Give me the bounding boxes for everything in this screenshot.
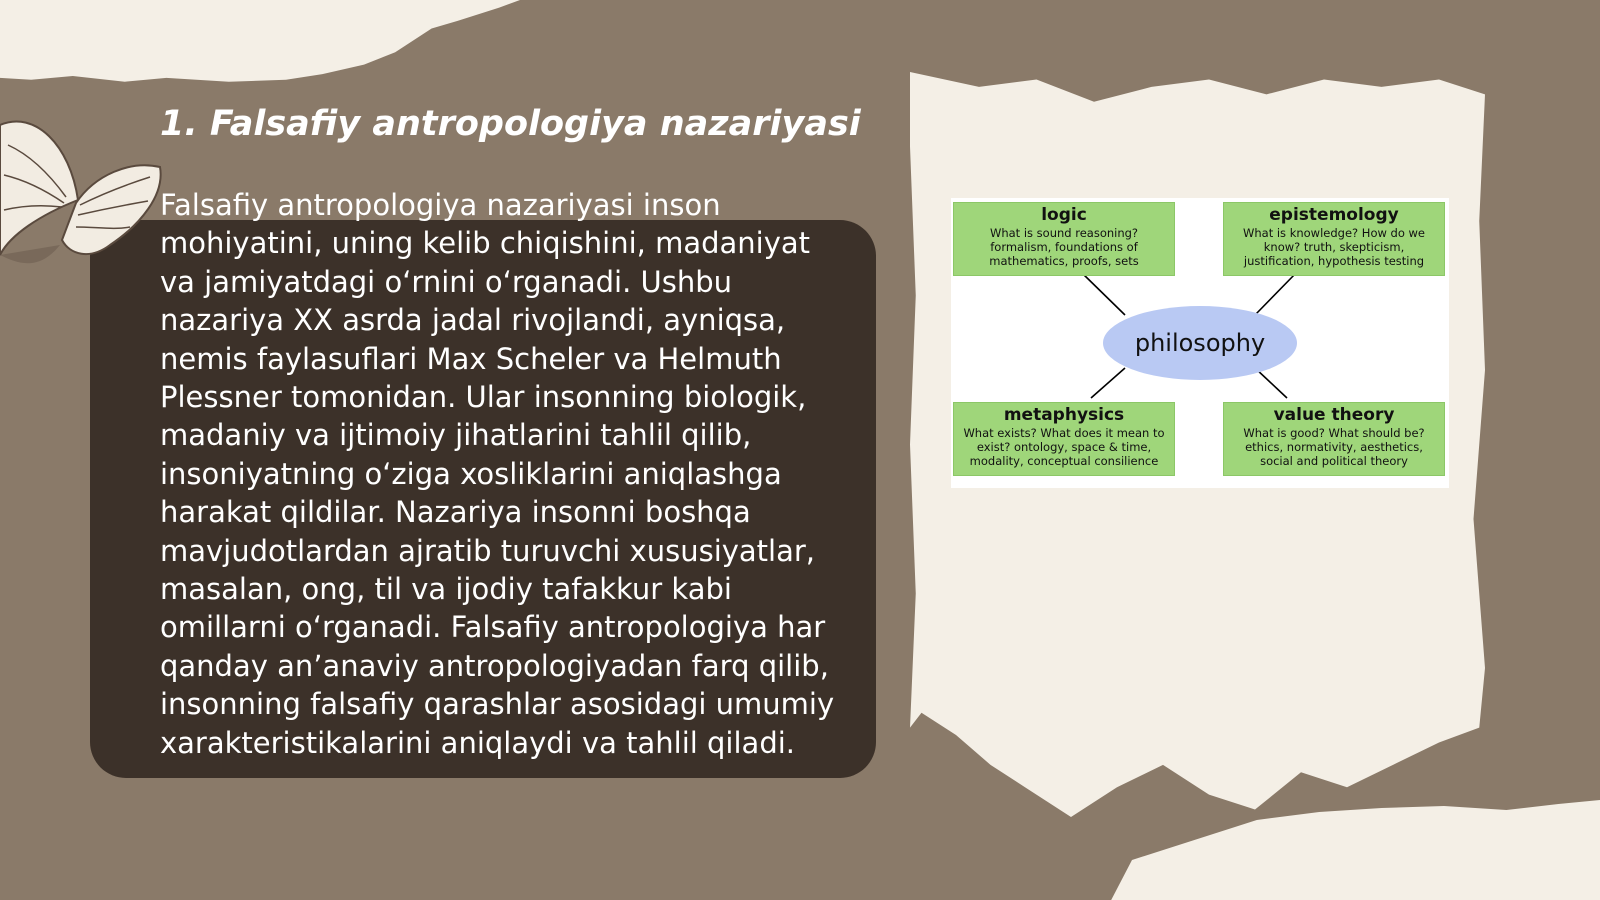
node-value-theory [1223,402,1445,476]
center-node-philosophy: philosophy [1103,306,1297,380]
connector-logic [1081,272,1125,315]
node-title: metaphysics [1003,405,1125,425]
node-description: What is good? What should be? ethics, normativity, aesthetics, social and political theory [1243,426,1425,468]
node-description: What is knowledge? How do we know? truth, skepticism, justification, hypothesis testing [1242,226,1426,268]
butterfly-icon [0,105,165,275]
node-epistemology [1223,202,1445,276]
node-title: value theory [1273,405,1395,425]
connector-epistemology [1255,272,1297,315]
philosophy-diagram [951,198,1449,488]
slide-body-text: Falsafiy antropologiya nazariyasi inson mohiyatini, uning kelib chiqishini, madaniyat va jamiyatdagi o‘rnini o‘rganadi. Ushbu nazariya XX asrda jadal rivojlandi, ayniqsa, nemis faylasuflari Max Scheler va Helmuth Plessner tomonidan. Ular insonning biologik, madaniy va ijtimoiy jihatlarini tahlil qilib, insoniyatning o‘ziga xosliklarini aniqlashga harakat qildilar. Nazariya insonni boshqa mavjudotlardan ajratib turuvchi xususiyatlar, masalan, ong, til va ijodiy tafakkur kabi omillarni o‘rganadi. Falsafiy antropologiya har qanday an’anaviy antropologiyadan farq qilib, insonning falsafiy qarashlar asosidagi umumiy xarakteristikalarini aniqlaydi va tahlil qiladi. [160,188,835,760]
node-description: What is sound reasoning? formalism, foundations of mathematics, proofs, sets [989,226,1139,268]
torn-paper-bottom [1080,800,1600,900]
torn-paper-top [0,0,520,95]
connector-metaphysics [1091,368,1125,398]
node-description: What exists? What does it mean to exist? ontology, space & time, modality, conceptual consilience [963,426,1165,468]
node-title: epistemology [1269,205,1399,225]
node-title: logic [1041,205,1087,225]
node-logic [953,202,1175,276]
node-metaphysics [953,402,1175,476]
connector-value-theory [1255,368,1287,398]
slide-title: 1. Falsafiy antropologiya nazariyasi [160,104,861,144]
